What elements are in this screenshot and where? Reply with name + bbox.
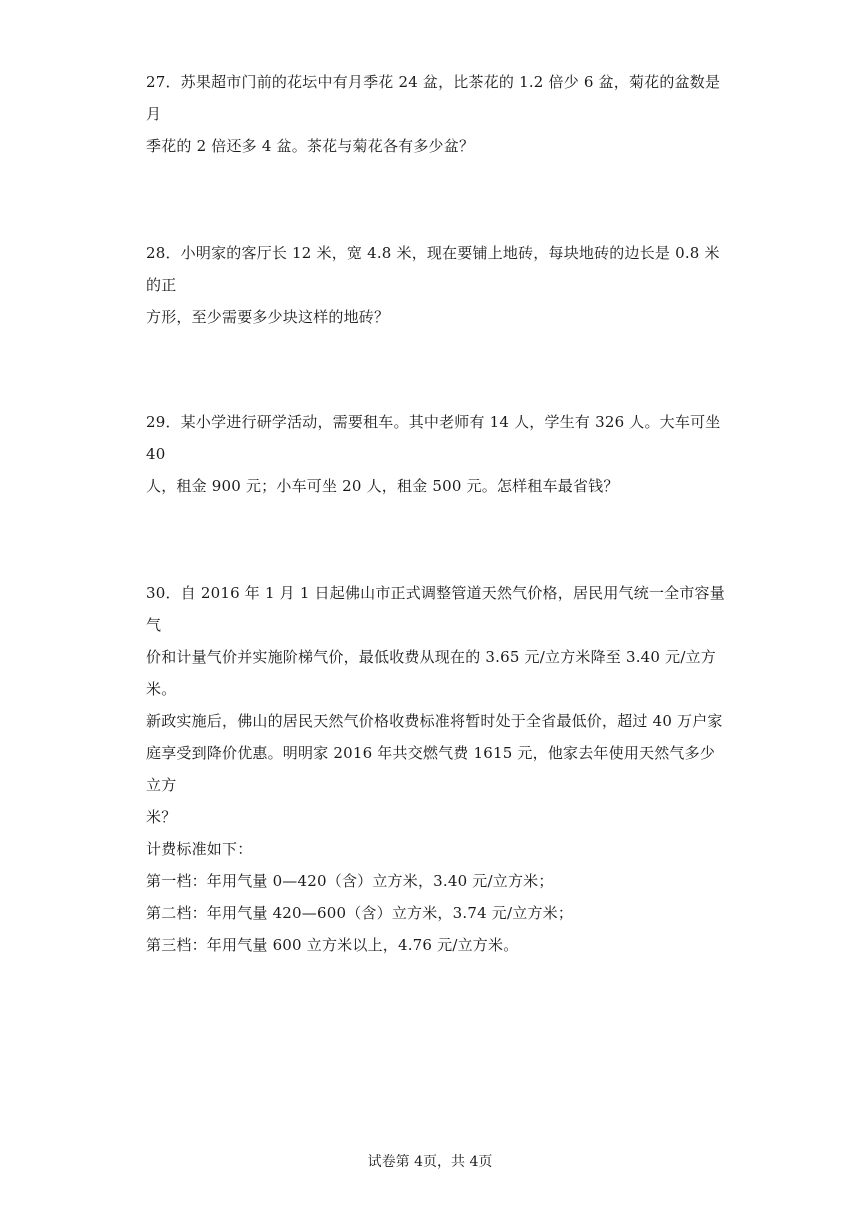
question-text-line: 30．自 2016 年 1 月 1 日起佛山市正式调整管道天然气价格，居民用气统一全市容量气 — [146, 584, 725, 634]
question-text-line: 新政实施后，佛山的居民天然气价格收费标准将暂时处于全省最低价，超过 40 万户家 — [146, 712, 723, 730]
question-30 — [146, 577, 726, 961]
question-text-line: 方形，至少需要多少块这样的地砖？ — [146, 308, 390, 326]
question-text-line: 米？ — [146, 808, 177, 826]
question-text-line: 28．小明家的客厅长 12 米，宽 4.8 米，现在要铺上地砖，每块地砖的边长是 0.8 米的正 — [146, 244, 720, 294]
pricing-tier-3: 第三档：年用气量 600 立方米以上，4.76 元/立方米。 — [146, 936, 519, 954]
question-text-line: 价和计量气价并实施阶梯气价，最低收费从现在的 3.65 元/立方米降至 3.40 元/立方米。 — [146, 648, 716, 698]
question-text-line: 人，租金 900 元；小车可坐 20 人，租金 500 元。怎样租车最省钱？ — [146, 477, 619, 495]
page-number-label: 试卷第 4页，共 4页 — [367, 1154, 493, 1170]
question-27 — [146, 66, 726, 162]
pricing-intro-line: 计费标准如下： — [146, 840, 253, 858]
pricing-tier-2: 第二档：年用气量 420—600（含）立方米，3.74 元/立方米； — [146, 904, 574, 922]
question-29 — [146, 406, 726, 502]
page-footer — [0, 1152, 860, 1172]
question-text-line: 27．苏果超市门前的花坛中有月季花 24 盆，比茶花的 1.2 倍少 6 盆，菊花的盆数是月 — [146, 73, 721, 123]
question-28 — [146, 237, 726, 333]
pricing-tier-1: 第一档：年用气量 0—420（含）立方米，3.40 元/立方米； — [146, 872, 554, 890]
question-text-line: 庭享受到降价优惠。明明家 2016 年共交燃气费 1615 元，他家去年使用天然气多少立方 — [146, 744, 716, 794]
question-text-line: 29．某小学进行研学活动，需要租车。其中老师有 14 人，学生有 326 人。大车可坐 40 — [146, 413, 721, 463]
question-text-line: 季花的 2 倍还多 4 盆。茶花与菊花各有多少盆？ — [146, 137, 475, 155]
